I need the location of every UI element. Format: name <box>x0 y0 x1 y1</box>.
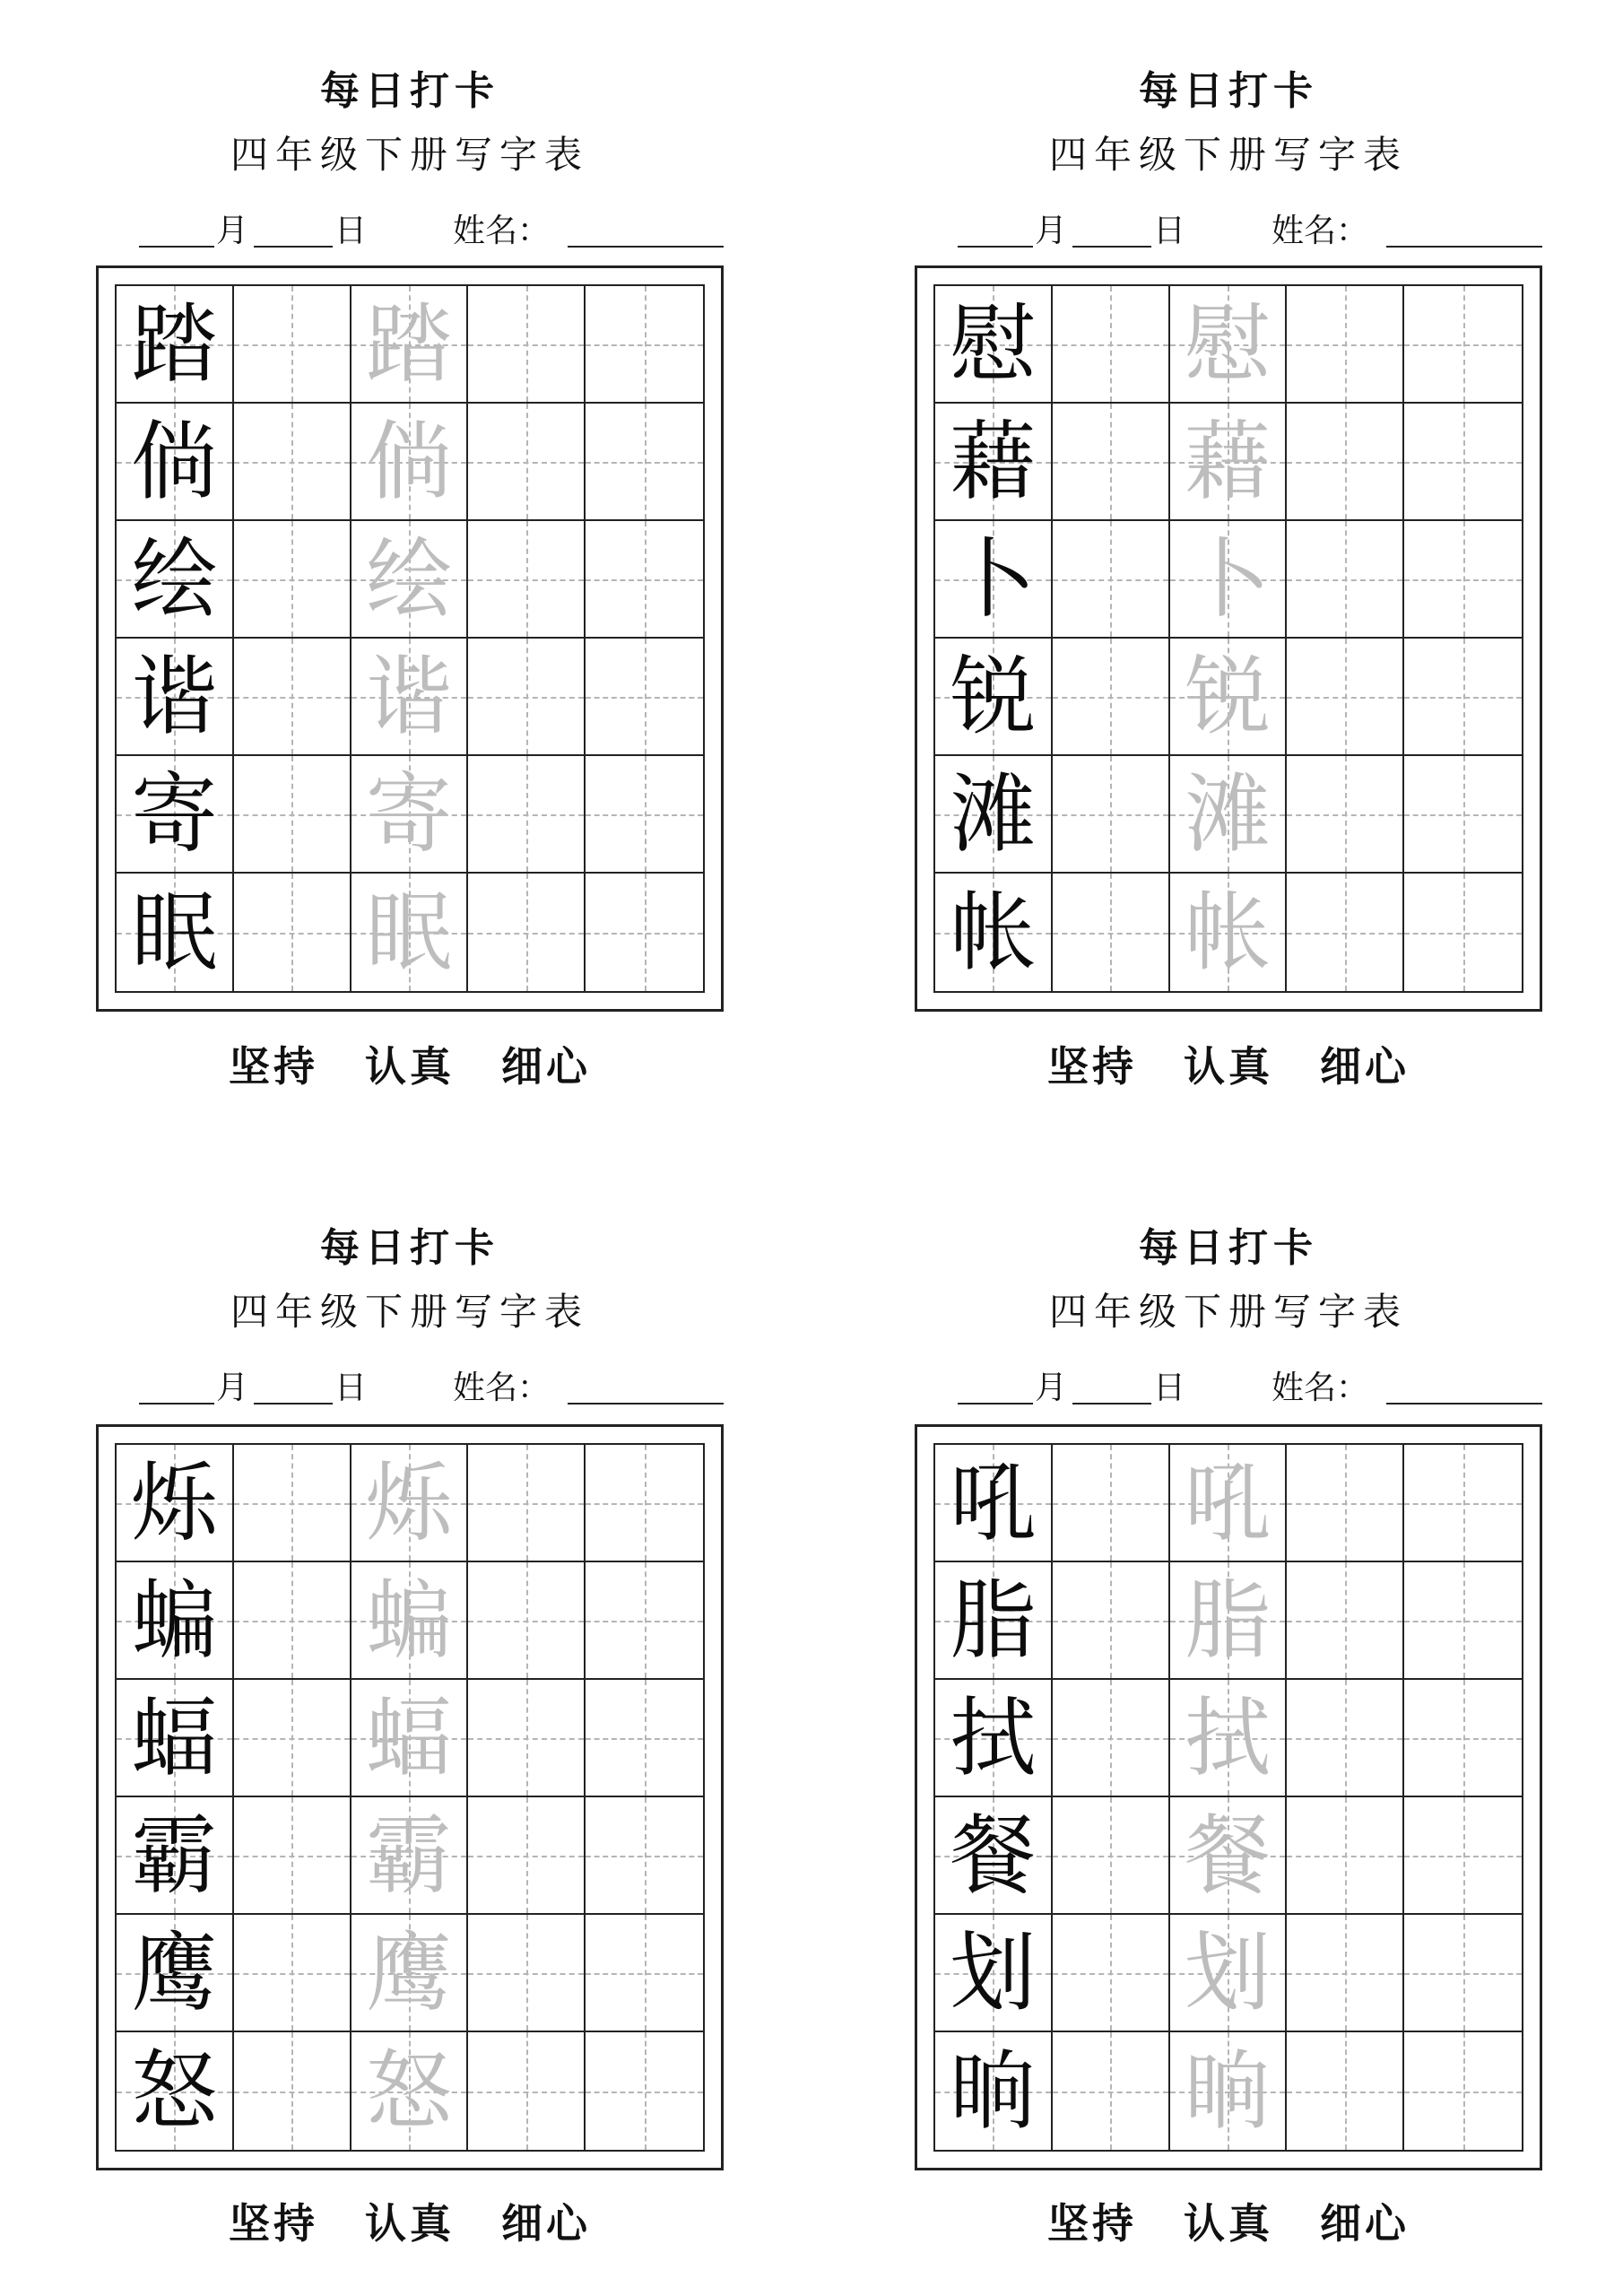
practice-cell[interactable] <box>1287 1562 1404 1680</box>
month-label: 月 <box>216 1370 249 1406</box>
model-character: 慰 <box>950 293 1037 395</box>
month-label: 月 <box>1035 213 1068 249</box>
motto-footer <box>96 2199 724 2248</box>
writing-box <box>915 1424 1542 2170</box>
motto-careful: 细心 <box>501 2199 591 2248</box>
tianzige-grid <box>933 1443 1523 2152</box>
practice-cell[interactable] <box>1404 874 1522 991</box>
practice-cell[interactable] <box>586 874 703 991</box>
month-blank[interactable] <box>139 1403 214 1405</box>
motto-serious: 认真 <box>1184 2199 1273 2248</box>
day-blank[interactable] <box>254 246 333 248</box>
month-label: 月 <box>216 213 249 249</box>
practice-cell[interactable] <box>468 1915 586 2032</box>
practice-cell[interactable] <box>234 639 352 756</box>
model-cell <box>117 874 234 991</box>
model-character: 锐 <box>950 646 1037 747</box>
model-character: 吼 <box>950 1452 1037 1553</box>
model-cell <box>117 639 234 756</box>
model-character: 拭 <box>950 1687 1037 1788</box>
trace-cell[interactable] <box>1170 874 1288 991</box>
practice-cell[interactable] <box>586 1562 703 1680</box>
name-label: 姓名： <box>453 1370 551 1406</box>
motto-serious: 认真 <box>365 2199 455 2248</box>
motto-footer <box>96 1042 724 1091</box>
trace-character: 绘 <box>365 528 452 630</box>
practice-cell[interactable] <box>234 1680 352 1797</box>
trace-character: 蝠 <box>365 1687 452 1788</box>
trace-cell[interactable] <box>1170 1915 1288 2032</box>
practice-cell[interactable] <box>1404 756 1522 874</box>
practice-cell[interactable] <box>1053 1445 1170 1562</box>
trace-cell[interactable] <box>352 756 469 874</box>
practice-cell[interactable] <box>1404 1915 1522 2032</box>
practice-cell[interactable] <box>1053 286 1170 404</box>
trace-cell[interactable] <box>352 1680 469 1797</box>
model-character: 怒 <box>131 2040 218 2142</box>
practice-cell[interactable] <box>234 756 352 874</box>
practice-cell[interactable] <box>586 521 703 639</box>
trace-cell[interactable] <box>1170 756 1288 874</box>
trace-cell[interactable] <box>352 404 469 521</box>
trace-cell[interactable] <box>1170 286 1288 404</box>
month-blank[interactable] <box>958 1403 1033 1405</box>
name-blank[interactable] <box>568 246 724 248</box>
date-name-line <box>915 1369 1542 1408</box>
practice-cell[interactable] <box>1053 756 1170 874</box>
trace-character: 晌 <box>1184 2040 1271 2142</box>
trace-cell[interactable] <box>352 1797 469 1915</box>
trace-cell[interactable] <box>1170 1680 1288 1797</box>
day-label: 日 <box>334 213 368 249</box>
model-cell <box>117 1562 234 1680</box>
motto-persist: 坚持 <box>1047 1042 1137 1091</box>
practice-cell[interactable] <box>1404 521 1522 639</box>
trace-cell[interactable] <box>352 639 469 756</box>
trace-cell[interactable] <box>1170 639 1288 756</box>
model-character: 倘 <box>131 411 218 512</box>
model-cell <box>117 1680 234 1797</box>
practice-cell[interactable] <box>586 1797 703 1915</box>
practice-cell[interactable] <box>1287 1445 1404 1562</box>
sheet-subtitle: 四年级下册写字表 <box>230 1290 589 1334</box>
date-name-line <box>96 212 724 251</box>
trace-cell[interactable] <box>352 1445 469 1562</box>
month-label: 月 <box>1035 1370 1068 1406</box>
sheet-title: 每日打卡 <box>320 68 499 114</box>
trace-character: 烁 <box>365 1452 452 1553</box>
practice-cell[interactable] <box>1287 2032 1404 2150</box>
tianzige-grid <box>933 284 1523 993</box>
name-blank[interactable] <box>568 1403 724 1405</box>
sheet-title: 每日打卡 <box>320 1225 499 1271</box>
practice-cell[interactable] <box>234 1445 352 1562</box>
model-cell <box>935 286 1053 404</box>
model-cell <box>117 286 234 404</box>
trace-character: 卜 <box>1184 528 1271 630</box>
trace-character: 霸 <box>365 1805 452 1906</box>
name-label: 姓名： <box>453 213 551 249</box>
day-label: 日 <box>1153 1370 1186 1406</box>
trace-cell[interactable] <box>1170 521 1288 639</box>
motto-footer <box>915 2199 1542 2248</box>
model-cell <box>117 1445 234 1562</box>
practice-cell[interactable] <box>1053 404 1170 521</box>
trace-cell[interactable] <box>352 286 469 404</box>
writing-box <box>96 265 724 1012</box>
model-cell <box>117 2032 234 2150</box>
practice-cell[interactable] <box>468 756 586 874</box>
practice-cell[interactable] <box>1287 1915 1404 2032</box>
day-label: 日 <box>1153 213 1186 249</box>
sheet-subtitle: 四年级下册写字表 <box>1048 133 1408 177</box>
trace-character: 脂 <box>1184 1570 1271 1671</box>
practice-cell[interactable] <box>586 1445 703 1562</box>
trace-cell[interactable] <box>352 521 469 639</box>
practice-cell[interactable] <box>1404 2032 1522 2150</box>
practice-cell[interactable] <box>1287 404 1404 521</box>
practice-cell[interactable] <box>468 639 586 756</box>
practice-cell[interactable] <box>234 404 352 521</box>
practice-cell[interactable] <box>586 2032 703 2150</box>
sheet-subtitle: 四年级下册写字表 <box>230 133 589 177</box>
practice-cell[interactable] <box>1053 1562 1170 1680</box>
practice-cell[interactable] <box>1404 1797 1522 1915</box>
day-blank[interactable] <box>1072 1403 1151 1405</box>
practice-cell[interactable] <box>1287 639 1404 756</box>
motto-persist: 坚持 <box>229 1042 318 1091</box>
practice-cell[interactable] <box>468 1445 586 1562</box>
practice-cell[interactable] <box>1404 1445 1522 1562</box>
practice-cell[interactable] <box>1287 286 1404 404</box>
model-cell <box>935 1680 1053 1797</box>
motto-footer <box>915 1042 1542 1091</box>
sheet-title: 每日打卡 <box>1139 68 1318 114</box>
practice-cell[interactable] <box>468 404 586 521</box>
writing-box <box>915 265 1542 1012</box>
trace-cell[interactable] <box>1170 2032 1288 2150</box>
model-character: 卜 <box>950 528 1037 630</box>
date-name-line <box>96 1369 724 1408</box>
practice-cell[interactable] <box>234 1797 352 1915</box>
model-cell <box>935 874 1053 991</box>
practice-cell[interactable] <box>1404 286 1522 404</box>
practice-cell[interactable] <box>234 286 352 404</box>
model-cell <box>117 521 234 639</box>
name-label: 姓名： <box>1271 1370 1369 1406</box>
name-blank[interactable] <box>1386 246 1542 248</box>
model-character: 眠 <box>131 882 218 983</box>
practice-cell[interactable] <box>468 1797 586 1915</box>
practice-cell[interactable] <box>1053 1915 1170 2032</box>
trace-cell[interactable] <box>352 2032 469 2150</box>
trace-cell[interactable] <box>352 874 469 991</box>
motto-careful: 细心 <box>501 1042 591 1091</box>
trace-cell[interactable] <box>352 1915 469 2032</box>
month-blank[interactable] <box>139 246 214 248</box>
trace-character: 鹰 <box>365 1922 452 2023</box>
trace-character: 吼 <box>1184 1452 1271 1553</box>
model-character: 滩 <box>950 763 1037 865</box>
trace-character: 谐 <box>365 646 452 747</box>
motto-careful: 细心 <box>1320 2199 1410 2248</box>
month-blank[interactable] <box>958 246 1033 248</box>
motto-persist: 坚持 <box>229 2199 318 2248</box>
motto-persist: 坚持 <box>1047 2199 1137 2248</box>
practice-cell[interactable] <box>1053 1797 1170 1915</box>
model-cell <box>935 1797 1053 1915</box>
practice-cell[interactable] <box>586 1915 703 2032</box>
model-cell <box>117 756 234 874</box>
trace-character: 餐 <box>1184 1805 1271 1906</box>
trace-character: 划 <box>1184 1922 1271 2023</box>
motto-serious: 认真 <box>365 1042 455 1091</box>
trace-character: 蝙 <box>365 1570 452 1671</box>
practice-cell[interactable] <box>1287 521 1404 639</box>
practice-cell[interactable] <box>468 1562 586 1680</box>
sheet-title: 每日打卡 <box>1139 1225 1318 1271</box>
model-cell <box>935 1445 1053 1562</box>
model-character: 鹰 <box>131 1922 218 2023</box>
model-cell <box>935 639 1053 756</box>
practice-cell[interactable] <box>1404 404 1522 521</box>
practice-cell[interactable] <box>1404 1562 1522 1680</box>
practice-cell[interactable] <box>1053 874 1170 991</box>
practice-cell[interactable] <box>234 2032 352 2150</box>
model-cell <box>117 1797 234 1915</box>
model-cell <box>935 2032 1053 2150</box>
writing-box <box>96 1424 724 2170</box>
practice-cell[interactable] <box>1053 639 1170 756</box>
model-character: 脂 <box>950 1570 1037 1671</box>
day-label: 日 <box>334 1370 368 1406</box>
practice-cell[interactable] <box>1404 1680 1522 1797</box>
tianzige-grid <box>115 284 705 993</box>
trace-character: 锐 <box>1184 646 1271 747</box>
model-cell <box>935 1562 1053 1680</box>
trace-character: 慰 <box>1184 293 1271 395</box>
name-blank[interactable] <box>1386 1403 1542 1405</box>
practice-cell[interactable] <box>234 1562 352 1680</box>
practice-cell[interactable] <box>586 404 703 521</box>
practice-cell[interactable] <box>586 639 703 756</box>
practice-cell[interactable] <box>468 1680 586 1797</box>
model-character: 烁 <box>131 1452 218 1553</box>
practice-cell[interactable] <box>234 874 352 991</box>
trace-character: 寄 <box>365 763 452 865</box>
model-character: 划 <box>950 1922 1037 2023</box>
tianzige-grid <box>115 1443 705 2152</box>
practice-cell[interactable] <box>586 756 703 874</box>
model-character: 绘 <box>131 528 218 630</box>
model-character: 藉 <box>950 411 1037 512</box>
practice-cell[interactable] <box>1053 521 1170 639</box>
trace-cell[interactable] <box>1170 1797 1288 1915</box>
motto-serious: 认真 <box>1184 1042 1273 1091</box>
practice-cell[interactable] <box>1053 2032 1170 2150</box>
trace-character: 怒 <box>365 2040 452 2142</box>
model-cell <box>117 404 234 521</box>
trace-character: 踏 <box>365 293 452 395</box>
motto-careful: 细心 <box>1320 1042 1410 1091</box>
date-name-line <box>915 212 1542 251</box>
model-cell <box>935 756 1053 874</box>
model-cell <box>935 404 1053 521</box>
model-character: 蝠 <box>131 1687 218 1788</box>
practice-cell[interactable] <box>586 286 703 404</box>
practice-cell[interactable] <box>234 521 352 639</box>
trace-cell[interactable] <box>1170 1445 1288 1562</box>
practice-cell[interactable] <box>468 286 586 404</box>
model-character: 寄 <box>131 763 218 865</box>
model-character: 踏 <box>131 293 218 395</box>
model-character: 霸 <box>131 1805 218 1906</box>
trace-cell[interactable] <box>1170 404 1288 521</box>
practice-cell[interactable] <box>1404 639 1522 756</box>
practice-cell[interactable] <box>1287 1680 1404 1797</box>
trace-cell[interactable] <box>352 1562 469 1680</box>
model-character: 晌 <box>950 2040 1037 2142</box>
model-cell <box>117 1915 234 2032</box>
day-blank[interactable] <box>1072 246 1151 248</box>
name-label: 姓名： <box>1271 213 1369 249</box>
practice-cell[interactable] <box>1287 756 1404 874</box>
trace-character: 藉 <box>1184 411 1271 512</box>
trace-character: 拭 <box>1184 1687 1271 1788</box>
sheet-subtitle: 四年级下册写字表 <box>1048 1290 1408 1334</box>
model-character: 餐 <box>950 1805 1037 1906</box>
trace-cell[interactable] <box>1170 1562 1288 1680</box>
practice-cell[interactable] <box>234 1915 352 2032</box>
day-blank[interactable] <box>254 1403 333 1405</box>
model-character: 谐 <box>131 646 218 747</box>
model-character: 蝙 <box>131 1570 218 1671</box>
practice-cell[interactable] <box>468 521 586 639</box>
practice-cell[interactable] <box>468 2032 586 2150</box>
trace-character: 滩 <box>1184 763 1271 865</box>
trace-character: 帐 <box>1184 882 1271 983</box>
model-character: 帐 <box>950 882 1037 983</box>
practice-cell[interactable] <box>1287 1797 1404 1915</box>
trace-character: 倘 <box>365 411 452 512</box>
practice-cell[interactable] <box>1287 874 1404 991</box>
model-cell <box>935 521 1053 639</box>
practice-cell[interactable] <box>1053 1680 1170 1797</box>
model-cell <box>935 1915 1053 2032</box>
trace-character: 眠 <box>365 882 452 983</box>
practice-cell[interactable] <box>468 874 586 991</box>
practice-cell[interactable] <box>586 1680 703 1797</box>
